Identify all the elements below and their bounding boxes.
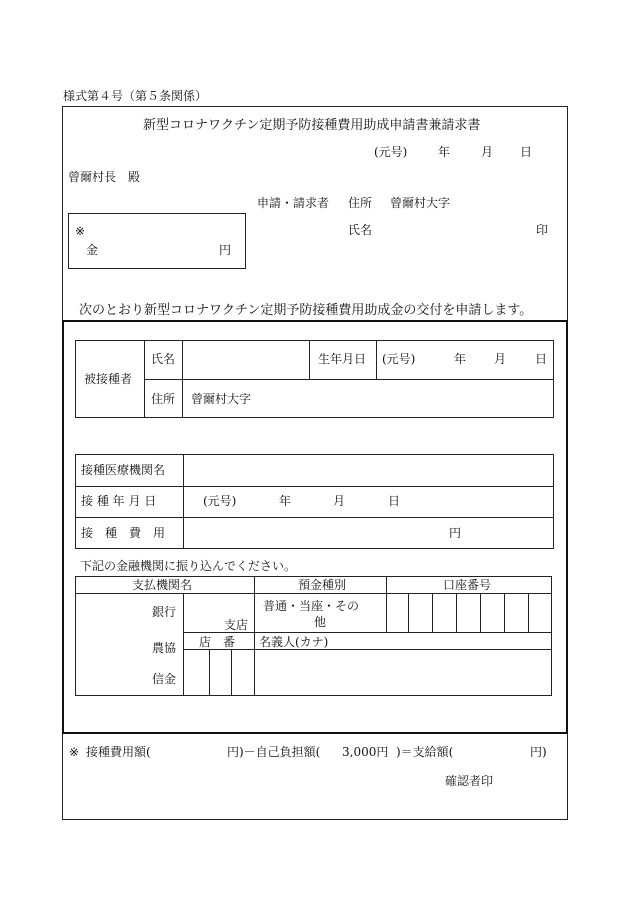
type-branch: 支店 (224, 618, 249, 632)
office-amount-label: 金 (86, 243, 99, 257)
form-number: 様式第４号（第５条関係） (63, 89, 208, 103)
date-month: 月 (481, 145, 494, 159)
store-number-label: 店 番 (199, 635, 236, 649)
deposit-options-1[interactable]: 普通・当座・その (263, 599, 360, 613)
applicant-address-value[interactable]: 曾爾村大字 (390, 196, 451, 210)
deposit-options-2[interactable]: 他 (314, 615, 327, 629)
form-title: 新型コロナワクチン定期予防接種費用助成申請書兼請求書 (143, 118, 481, 133)
footer-self-pay: 3,000円 (342, 745, 389, 759)
vaccination-cost-label: 接 種 費 用 (81, 526, 166, 540)
vaccinee-birth-day: 日 (535, 352, 548, 366)
request-text: 次のとおり新型コロナワクチン定期予防接種費用助成金の交付を申請します。 (79, 303, 533, 318)
vaccinee-name-label: 氏名 (151, 352, 176, 366)
vaccination-date-label: 接 種 年 月 日 (81, 494, 157, 508)
vaccinee-label: 被接種者 (84, 372, 133, 386)
vaccination-cost-unit: 円 (449, 526, 462, 540)
type-nokyo: 農協 (152, 641, 177, 655)
applicant-role: 申請・請求者 (257, 196, 330, 210)
office-mark: ※ (75, 224, 86, 238)
footer-mark: ※ (69, 745, 80, 759)
account-holder-label: 名義人(カナ) (259, 635, 329, 649)
office-amount-unit: 円 (219, 243, 232, 257)
date-day: 日 (520, 145, 533, 159)
bank-instruction: 下記の金融機関に振り込んでください。 (80, 559, 297, 573)
footer-paid-label: )＝支給額( (396, 745, 454, 759)
office-amount-box (68, 213, 246, 269)
footer-cost-unit: 円)－自己負担額( (227, 745, 321, 759)
date-era: (元号) (374, 145, 408, 159)
vaccinee-birth-month: 月 (494, 352, 507, 366)
vaccination-date-year: 年 (279, 494, 292, 508)
vaccination-date-day: 日 (388, 494, 401, 508)
addressee: 曾爾村長 殿 (68, 170, 141, 184)
vaccinee-address-value[interactable]: 曾爾村大字 (191, 392, 252, 406)
date-year: 年 (438, 145, 451, 159)
footer-cost-label: 接種費用額( (86, 745, 151, 759)
vaccination-date-month: 月 (333, 494, 346, 508)
col-deposit: 預金種別 (298, 578, 347, 592)
vaccinee-birth-year: 年 (454, 352, 467, 366)
footer-paid-unit: 円) (530, 745, 547, 759)
applicant-address-label: 住所 (348, 196, 373, 210)
type-shinkin: 信金 (152, 672, 177, 686)
facility-label: 接種医療機関名 (81, 463, 166, 477)
vaccinee-address-label: 住所 (151, 392, 176, 406)
confirmer-seal: 確認者印 (445, 774, 494, 788)
vaccinee-birth-era: (元号) (382, 352, 416, 366)
col-account: 口座番号 (443, 578, 492, 592)
applicant-name-label: 氏名 (348, 223, 373, 237)
vaccination-date-era: (元号) (203, 494, 237, 508)
vaccinee-birth-label: 生年月日 (318, 352, 367, 366)
applicant-seal: 印 (536, 223, 549, 237)
col-institution: 支払機関名 (132, 578, 193, 592)
type-bank: 銀行 (152, 605, 177, 619)
